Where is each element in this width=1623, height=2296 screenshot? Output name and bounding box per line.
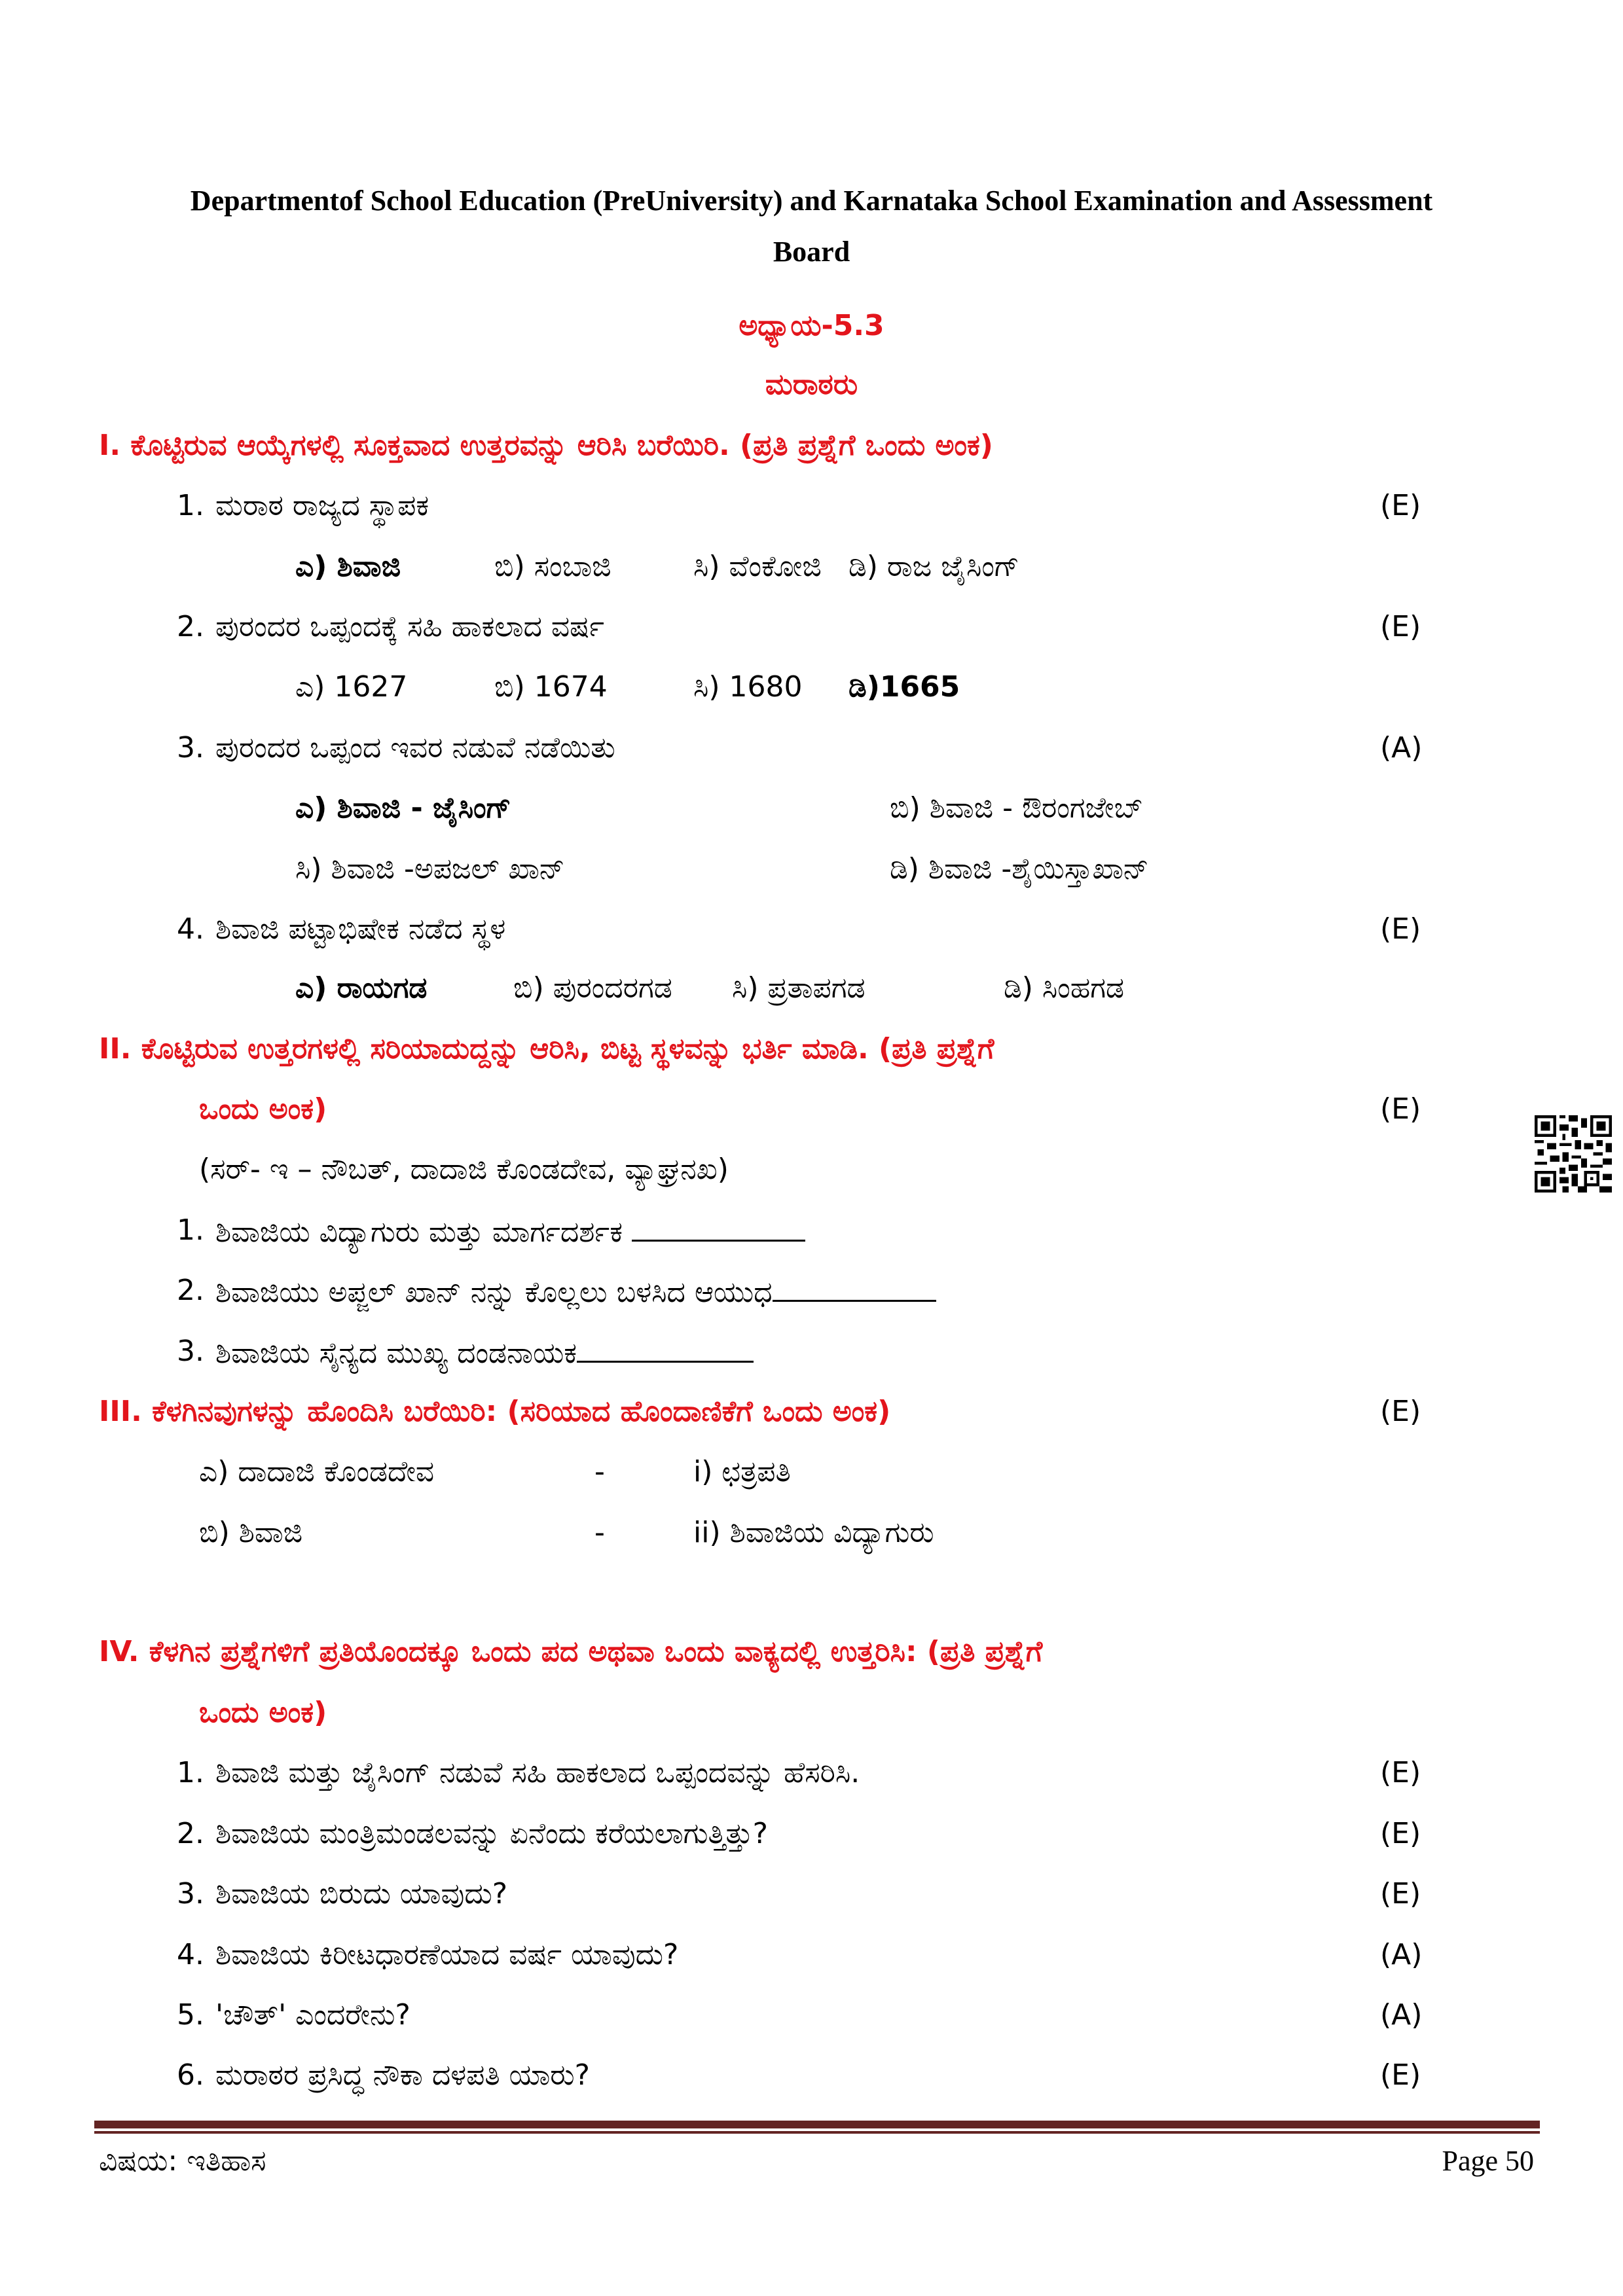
options: ಎ) ರಾಯಗಡ ಬಿ) ಪುರಂದರಗಡ ಸಿ) ಪ್ರತಾಪಗಡ ಡಿ) ಸಿಂಹಗಡ bbox=[295, 971, 1125, 1005]
answer-blank bbox=[632, 1211, 805, 1242]
fill-blank-question: 1. ಶಿವಾಜಿಯ ವಿದ್ಯಾಗುರು ಮತ್ತು ಮಾರ್ಗದರ್ಶಕ bbox=[0, 1211, 1623, 1250]
header-line-1: Departmentof School Education (PreUniversity) and Karnataka School Examination and Assessment bbox=[190, 185, 1433, 217]
footer bbox=[0, 2142, 1623, 2181]
footer-rule-thick bbox=[94, 2121, 1540, 2128]
match-pair: ಎ) ದಾದಾಜಿ ಕೊಂಡದೇವ - i) ಛತ್ರಪತಿ bbox=[199, 1455, 791, 1488]
footer-subject: ವಿಷಯ: ಇತಿಹಾಸ bbox=[99, 2144, 266, 2178]
page-title: ಮರಾಠರು bbox=[765, 368, 858, 401]
answer-blank bbox=[773, 1271, 936, 1302]
question: 4. ಶಿವಾಜಿಯ ಕಿರೀಟಧಾರಣೆಯಾದ ವರ್ಷ ಯಾವುದು? (A) bbox=[177, 1938, 1423, 1971]
question: 2. ಪುರಂದರ ಒಪ್ಪಂದಕ್ಕೆ ಸಹಿ ಹಾಕಲಾದ ವರ್ಷ (E) bbox=[177, 610, 1421, 643]
fill-blank-question: 2. ಶಿವಾಜಿಯು ಅಪ್ಜಲ್ ಖಾನ್ ನನ್ನು ಕೊಲ್ಲಲು ಬಳಸಿದ ಆಯುಧ bbox=[0, 1271, 1623, 1310]
options: ಎ) ಶಿವಾಜಿ - ಜೈಸಿಂಗ್ ಬಿ) ಶಿವಾಜಿ - ಔರಂಗಜೇಬ್ bbox=[295, 791, 1143, 825]
page-number: Page 50 bbox=[1442, 2145, 1534, 2177]
options: ಸಿ) ಶಿವಾಜಿ -ಅಪಜಲ್ ಖಾನ್ ಡಿ) ಶಿವಾಜಿ -ಶೈಯಿಸ್ತಾಖಾನ್ bbox=[295, 852, 1149, 886]
match-pair: ಬಿ) ಶಿವಾಜಿ - ii) ಶಿವಾಜಿಯ ವಿದ್ಯಾಗುರು bbox=[199, 1516, 934, 1549]
question: 5. 'ಚೌತ್' ಎಂದರೇನು? (A) bbox=[177, 1998, 1423, 2032]
answer-blank bbox=[577, 1332, 754, 1363]
chapter-label: ಅಧ್ಯಾಯ-5.3 bbox=[739, 309, 884, 342]
question: 1. ಮರಾಠ ರಾಜ್ಯದ ಸ್ಥಾಪಕ (E) bbox=[177, 489, 1421, 522]
section-1-heading: I. ಕೊಟ್ಟಿರುವ ಆಯ್ಕೆಗಳಲ್ಲಿ ಸೂಕ್ತವಾದ ಉತ್ತರವನ್ನು ಆರಿಸಿ ಬರೆಯಿರಿ. (ಪ್ರತಿ ಪ್ರಶ್ನೆಗೆ ಒಂದು ಅಂಕ) bbox=[99, 429, 993, 462]
word-bank: (ಸರ್- ಇ – ನೌಬತ್, ದಾದಾಜಿ ಕೊಂಡದೇವ, ವ್ಯಾಘ್ರನಖ) bbox=[199, 1153, 729, 1186]
question: 1. ಶಿವಾಜಿ ಮತ್ತು ಜೈಸಿಂಗ್ ನಡುವೆ ಸಹಿ ಹಾಕಲಾದ ಒಪ್ಪಂದವನ್ನು ಹೆಸರಿಸಿ. (E) bbox=[177, 1756, 1421, 1789]
header-line-2: Board bbox=[773, 236, 850, 268]
footer-rule-thin bbox=[94, 2131, 1540, 2134]
options: ಎ) 1627 ಬಿ) 1674 ಸಿ) 1680 ಡಿ)1665 bbox=[295, 670, 960, 704]
question: 6. ಮರಾಠರ ಪ್ರಸಿದ್ಧ ನೌಕಾ ದಳಪತಿ ಯಾರು? (E) bbox=[177, 2058, 1421, 2092]
question: 4. ಶಿವಾಜಿ ಪಟ್ಟಾಭಿಷೇಕ ನಡೆದ ಸ್ಥಳ (E) bbox=[177, 912, 1421, 946]
fill-blank-question: 3. ಶಿವಾಜಿಯ ಸೈನ್ಯದ ಮುಖ್ಯ ದಂಡನಾಯಕ bbox=[0, 1332, 1623, 1371]
section-4-heading-cont: ಒಂದು ಅಂಕ) bbox=[199, 1696, 327, 1729]
section-3-heading: III. ಕೆಳಗಿನವುಗಳನ್ನು ಹೊಂದಿಸಿ ಬರೆಯಿರಿ: (ಸರಿಯಾದ ಹೊಂದಾಣಿಕೆಗೆ ಒಂದು ಅಂಕ) (E) bbox=[99, 1395, 1421, 1428]
options: ಎ) ಶಿವಾಜಿ ಬಿ) ಸಂಬಾಜಿ ಸಿ) ವೆಂಕೋಜಿ ಡಿ) ರಾಜ ಜೈಸಿಂಗ್ bbox=[295, 550, 1019, 583]
question: 2. ಶಿವಾಜಿಯ ಮಂತ್ರಿಮಂಡಲವನ್ನು ಏನೆಂದು ಕರೆಯಲಾಗುತ್ತಿತ್ತು? (E) bbox=[177, 1817, 1421, 1850]
section-2-heading-cont: ಒಂದು ಅಂಕ) (E) bbox=[199, 1092, 1421, 1126]
section-4-heading: IV. ಕೆಳಗಿನ ಪ್ರಶ್ನೆಗಳಿಗೆ ಪ್ರತಿಯೊಂದಕ್ಕೂ ಒಂದು ಪದ ಅಥವಾ ಒಂದು ವಾಕ್ಯದಲ್ಲಿ ಉತ್ತರಿಸಿ: (ಪ್ರತಿ ಪ್ರಶ್ನೆಗೆ bbox=[99, 1635, 1043, 1668]
question: 3. ಶಿವಾಜಿಯ ಬಿರುದು ಯಾವುದು? (E) bbox=[177, 1877, 1421, 1910]
section-2-heading: II. ಕೊಟ್ಟಿರುವ ಉತ್ತರಗಳಲ್ಲಿ ಸರಿಯಾದುದ್ದನ್ನು ಆರಿಸಿ, ಬಿಟ್ಟ ಸ್ಥಳವನ್ನು ಭರ್ತಿ ಮಾಡಿ. (ಪ್ರತಿ ಪ್ರಶ್ನೆಗೆ bbox=[99, 1032, 994, 1066]
question: 3. ಪುರಂದರ ಒಪ್ಪಂದ ಇವರ ನಡುವೆ ನಡೆಯಿತು (A) bbox=[177, 731, 1423, 764]
qr-code-icon bbox=[1535, 1115, 1612, 1193]
